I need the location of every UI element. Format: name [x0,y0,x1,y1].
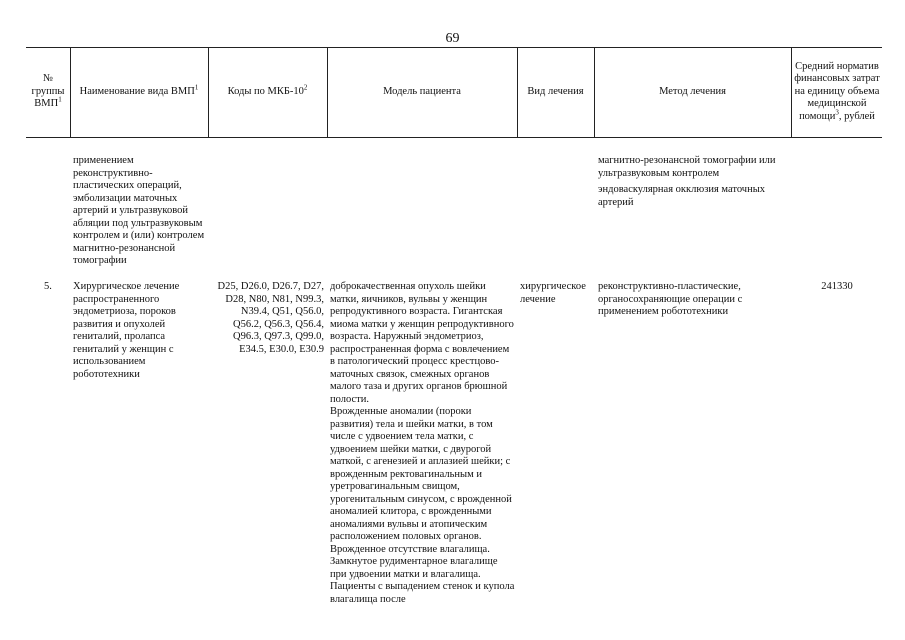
header-avg-cost-suffix: , рублей [838,110,875,122]
continuation-method-1: магнитно-резонансной томографии или ультразвуковым контролем [598,155,776,179]
footnote-mark: 2 [303,83,308,92]
patient-model-paragraph-1: доброкачественная опухоль шейки матки, яичников, вульвы у женщин репродуктивного возраста. Гигантская миома матки у женщин репродуктивного возраста. Наружный эндометриоз, распространенная форма с вовлечением в патологический процесс крестцово-маточных связок, смежных органов малого таза и других органов брюшной полости. [330,281,514,405]
header-bottom-rule [26,137,882,138]
header-treatment-type [518,48,593,136]
row-treatment-method: реконструктивно-пластические, органосохраняющие операции с применением робототехники [598,281,743,317]
header-avg-cost [792,48,882,136]
page-number: 69 [445,31,460,46]
footnote-mark: 1 [58,95,62,104]
header-group-number [27,48,69,136]
header-group-number-text: № группы ВМП [31,73,65,110]
footnote-mark: 1 [194,83,199,92]
row-patient-model [330,281,515,606]
footnote-mark: 3 [835,108,839,117]
continuation-method-2: эндоваскулярная окклюзия маточных артерий [598,184,766,208]
row-mkb-codes: D25, D26.0, D26.7, D27, D28, N80, N81, N99.3, N39.4, Q51, Q56.0, Q56.2, Q56.3, Q56.4, Q96.3, Q97.3, Q99.0, E34.5, E30.0, E30.9 [217,281,324,355]
header-avg-cost-text: Средний норматив финансовых затрат на единицу объема медицинской помощи [794,60,880,122]
header-treatment-method-text: Метод лечения [659,85,726,97]
row-number: 5. [44,281,52,292]
header-treatment-method [595,48,790,136]
row-avg-cost: 241330 [821,281,853,292]
continuation-vmp-name: применением реконструктивно-пластических операций, эмболизации маточных артерий и ультразвуковой абляции под ультразвуковым контролем и (или) контролем магнитно-резонансной томографии [73,155,205,266]
patient-model-paragraph-2: Врожденные аномалии (пороки развития) тела и шейки матки, в том числе с удвоением тела матки, с удвоением шейки матки, с двурогой маткой, с агенезией и аплазией шейки; с врожденным ректовагинальным и уретровагинальным свищом, урогенитальным синусом, с врожденной аномалией клитора, с врожденными аномалиями вульвы и атопическим расположением половых органов. Врожденное отсутствие влагалища. Замкнутое рудиментарное влагалище при удвоении матки и влагалища. Пациенты с выпадением стенок и купола влагалища после [330,406,515,605]
header-mkb-codes [209,48,326,136]
header-vmp-name-text: Наименование вида ВМП [79,85,195,97]
header-vmp-name [71,48,207,136]
header-patient-model-text: Модель пациента [383,85,461,97]
row-vmp-name: Хирургическое лечение распространенного эндометриоза, пороков развития и опухолей гениталий, пролапса гениталий у женщин с использованием робототехники [73,281,180,380]
header-treatment-type-text: Вид лечения [527,85,584,97]
header-mkb-codes-text: Коды по МКБ-10 [227,85,304,97]
header-patient-model [328,48,516,136]
row-treatment-type: хирургическое лечение [520,281,586,305]
